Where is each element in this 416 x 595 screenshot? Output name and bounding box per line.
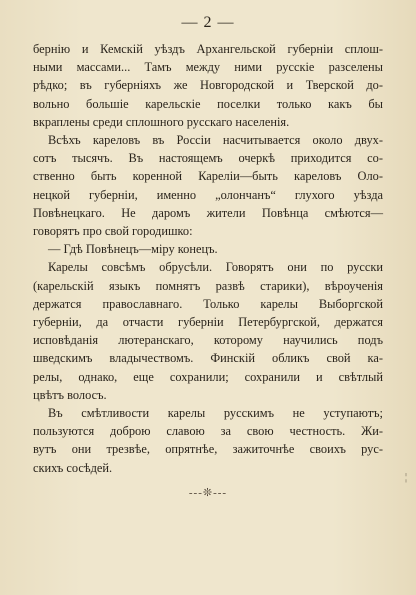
text-line: держатся православнаго. Только карелы Выборгской <box>33 296 383 311</box>
text-line: Повѣнецкаго. Не даромъ жители Повѣнца смѣются— <box>33 205 383 220</box>
text-line: цвѣтъ волосъ. <box>33 387 107 402</box>
text-line: ными массами... Тамъ между ними русскіе разселены <box>33 60 383 75</box>
text-line: говорятъ про свой городишко: <box>33 224 193 239</box>
text-line: ственно быть коренной Кареліи—быть кареловъ Оло- <box>33 169 383 184</box>
text-line: сотъ тысячъ. Въ настоящемъ очеркѣ приходится со- <box>33 151 383 166</box>
text-line: рѣдко; въ губерніяхъ же Новгородской и Тверской до- <box>33 78 383 93</box>
page-number: — 2 — <box>181 14 235 31</box>
margin-mark: ¦ <box>405 472 408 483</box>
text-line: пользуются доброю славою за свою честность. Жи- <box>33 424 383 439</box>
text-line: Всѣхъ кареловъ въ Россіи насчитывается около двух- <box>48 133 383 148</box>
text-line: Въ смѣтливости карелы русскимъ не уступаютъ; <box>48 406 383 421</box>
text-line: бернію и Кемскій уѣздъ Архангельской губерніи сплош- <box>33 42 383 56</box>
text-line: (карельскій языкъ помнятъ развѣ старики), вѣроученія <box>33 278 383 293</box>
text-line: шведскимъ владычествомъ. Финскій обликъ свой ка- <box>33 351 383 366</box>
text-line: вольно большіе карельскіе поселки только какъ бы <box>33 96 383 111</box>
text-line: релы, однако, еще сохранили; сохранили и свѣтлый <box>33 369 383 384</box>
text-line: исповѣданія лютеранскаго, которому научились подъ <box>33 333 383 348</box>
text-line: губерніи, да отчасти губерніи Петербургской, держатся <box>33 315 383 330</box>
text-line: вкраплены среди сплошного русскаго населенія. <box>33 114 290 129</box>
text-line: Карелы совсѣмъ обрусѣли. Говорятъ они по русски <box>48 260 383 275</box>
text-line: нецкой губерніи, именно „олончанъ“ глухого уѣзда <box>33 187 383 202</box>
text-line: — Гдѣ Повѣнецъ—міру конецъ. <box>48 242 218 257</box>
text-line: скихъ сосѣдей. <box>33 460 113 475</box>
body-text <box>33 40 383 477</box>
section-ornament: ---❊--- <box>188 487 228 499</box>
text-line: вутъ они трезвѣе, опрятнѣе, зажиточнѣе своихъ рус- <box>33 442 383 457</box>
